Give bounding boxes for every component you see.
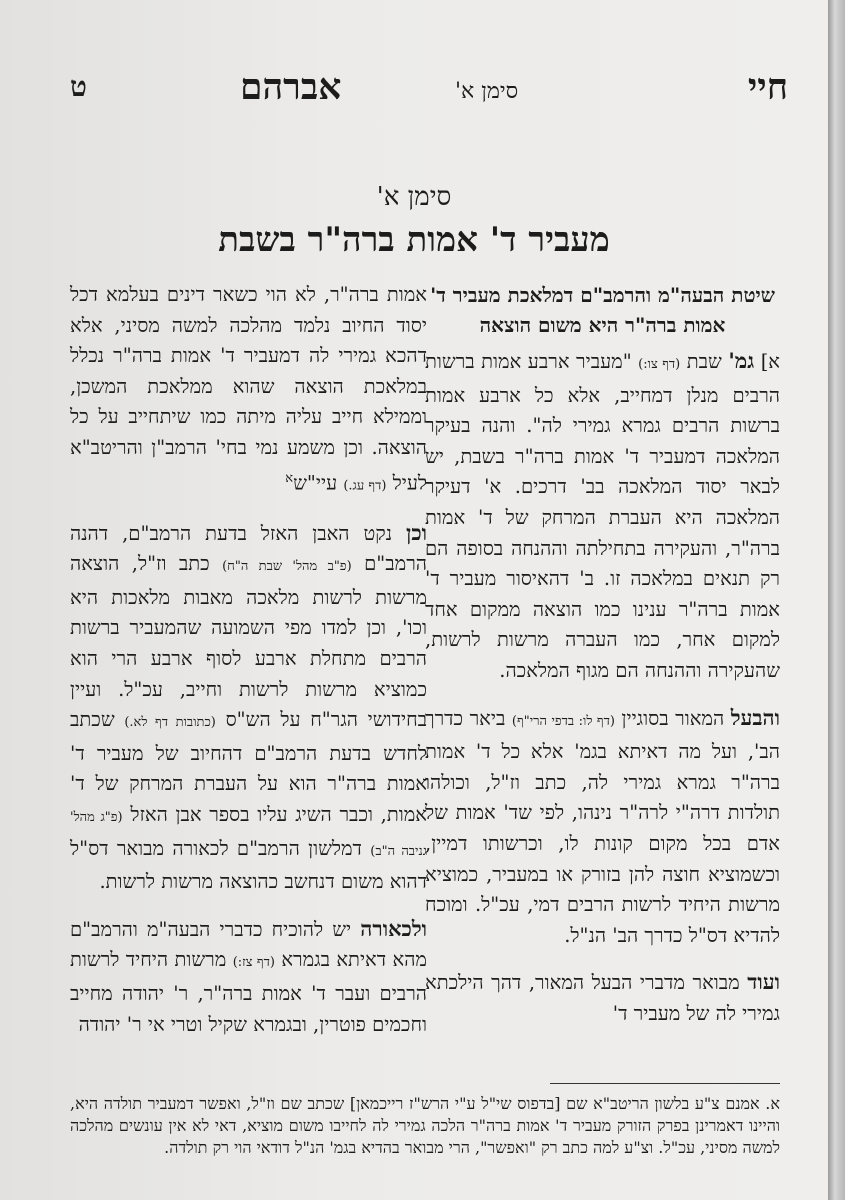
source-reference: (דף צו:) [638,357,681,372]
page-edge [828,0,845,1200]
paragraph-text: עיי"ש [293,471,338,495]
paragraph [70,518,427,898]
lead-word: ועוד [747,969,780,995]
paragraph-text: כתב וז"ל, הוצאה מרשות לרשות מלאכה מאבות מלאכות היא וכו', וכן למדו מפי השמועה שהמעביר ברשות הרבים מתחלת ארבע לסוף ארבע הרי הוא כמוציא מרשות לרשות וחייב, עכ"ל. ועיין בחידושי הגר"ח על הש"ס [70,552,428,732]
lead-word: והבעל [730,704,780,730]
paragraph-text: אמות ברה"ר, לא הוי כשאר דינים בעלמא דכל יסוד החיוב נלמד מהלכה למשה מסיני, אלא דהכא גמירי לה דמעביר ד' אמות ברה"ר נכלל במלאכת הוצאה שהוא ממלאכת המשכן, וממילא חייב עליה מיתה כמו שיתחייב על כל הוצאה. וכן משמע נמי בחי' הרמב"ן והריטב"א לעיל [70,283,427,495]
header-siman: סימן א' [455,79,519,104]
left-column [70,280,427,1056]
footnote-marker[interactable]: א [285,470,294,486]
section-title: שיטת הבעה"מ והרמב"ם דמלאכת מעביר ד' אמות ברה"ר היא משום הוצאה [430,283,775,337]
paragraph-text: שבת [686,350,722,373]
footnote-divider [550,1083,780,1084]
lead-word: ולכאורה [360,915,428,941]
paragraph-text: יש להוכיח כדברי הבעה"מ והרמב"ם מהא דאיתא בגמרא [70,917,427,972]
running-title-left: אברהם [240,66,342,108]
right-column [425,280,780,1045]
chapter-title: מעביר ד' אמות ברה"ר בשבת [218,220,610,260]
chapter-label: סימן א' [376,182,452,212]
lead-word: גמ' [728,348,755,373]
lead-word: וכן [406,519,427,545]
source-reference: (דף עג.) [343,478,387,494]
footnote: א. אמנם צ"ע בלשון הריטב"א שם [בדפוס שי"ל ע"י הרש"ז רייכמאן] שכתב שם וז"ל, ואפשר דמעביר תולדה היא, והיינו דאמרינן בפרק הזורק מעביר ד' אמות ברה"ר הלכה גמירי לה לחייבו משום מוציא, דאי לא אין עונשים מהלכה למשה מסיני, עכ"ל. וצ"ע למה כתב רק "ואפשר", הרי מבואר בהדיא בגמ' הנ"ל דודאי הוי רק תולדה. [70,1094,780,1157]
paragraph [70,280,427,502]
paragraph-text: ביאר כדרך הב', ועל מה דאיתא בגמ' אלא כל ד' אמות ברה"ר גמרא גמירי לה, כתב וז"ל, וכולהו תולדות דרה"י לרה"ר נינהו, לפי שד' אמות של אדם בכל מקום קונות לו, וכרשותו דמיין, וכשמוציא חוצה להן בזורק או במעביר, כמוציא מרשות היחיד לרשות הרבים דמי, עכ"ל. ומוכח להדיא דס"ל כדרך הב' הנ"ל. [425,706,780,947]
paragraph-text: מרשות היחיד לרשות הרבים ועבר ד' אמות ברה"ר, ר' יהודה מחייב וחכמים פוטרין, ובגמרא שקיל וטרי אי ר' יהודה [70,948,427,1036]
source-reference: (דף צז:) [232,955,275,971]
paragraph-text: דמלשון הרמב"ם לכאורה מבואר דס"ל דהוא משום דנחשב כהוצאה מרשות לרשות. [70,836,427,894]
paragraph [425,346,780,687]
paragraph-text: מבואר מדברי הבעל המאור, דהך הילכתא גמירי לה של מעביר ד' [425,971,780,1025]
running-header [70,64,788,114]
paragraph [70,914,427,1040]
source-reference: (פ"ב מהל' שבת ה"ח) [222,559,352,575]
source-reference: (דף לו: בדפי הרי"ף) [511,713,615,729]
source-reference: (פ"ג מהל' גניבה ה"ב) [70,810,427,859]
source-reference: (כתובות דף לא.) [124,715,216,731]
paragraph-text: "מעביר ארבע אמות ברשות הרבים מנלן דמחייב, אלא כל ארבע אמות ברשות הרבים גמרא גמירי לה". והנה בעיקר המלאכה דמעביר ד' אמות ברה"ר בשבת, יש לבאר יסוד המלאכה בב' דרכים. א' דעיקר המלאכה היא העברת המרחק של ד' אמות ברה"ר, והעקירה בתחילתה וההנחה בסופה הם רק תנאים במלאכה זו. ב' דהאיסור מעביר ד' אמות ברה"ר ענינו כמו הוצאה ממקום אחד למקום אחר, כמו העברה מרשות לרשות, שהעקירה וההנחה הם מגוף המלאכה. [425,350,780,682]
paragraph-text: המאור בסוגיין [621,706,725,730]
page-number: ט [70,70,87,103]
paragraph-text: נקט האבן האזל בדעת הרמב"ם, דהנה הרמב"ם [70,521,427,576]
paragraph-number: א] [760,350,780,373]
running-title-right: חיי [747,66,788,108]
paragraph [425,967,780,1029]
paragraph-text: שכתב לחדש בדעת הרמב"ם דהחיוב של מעביר ד' אמות ברה"ר הוא על העברת המרחק של ד' אמות, וכבר השיג עליו בספר אבן האזל [70,708,427,826]
paragraph [425,703,780,952]
